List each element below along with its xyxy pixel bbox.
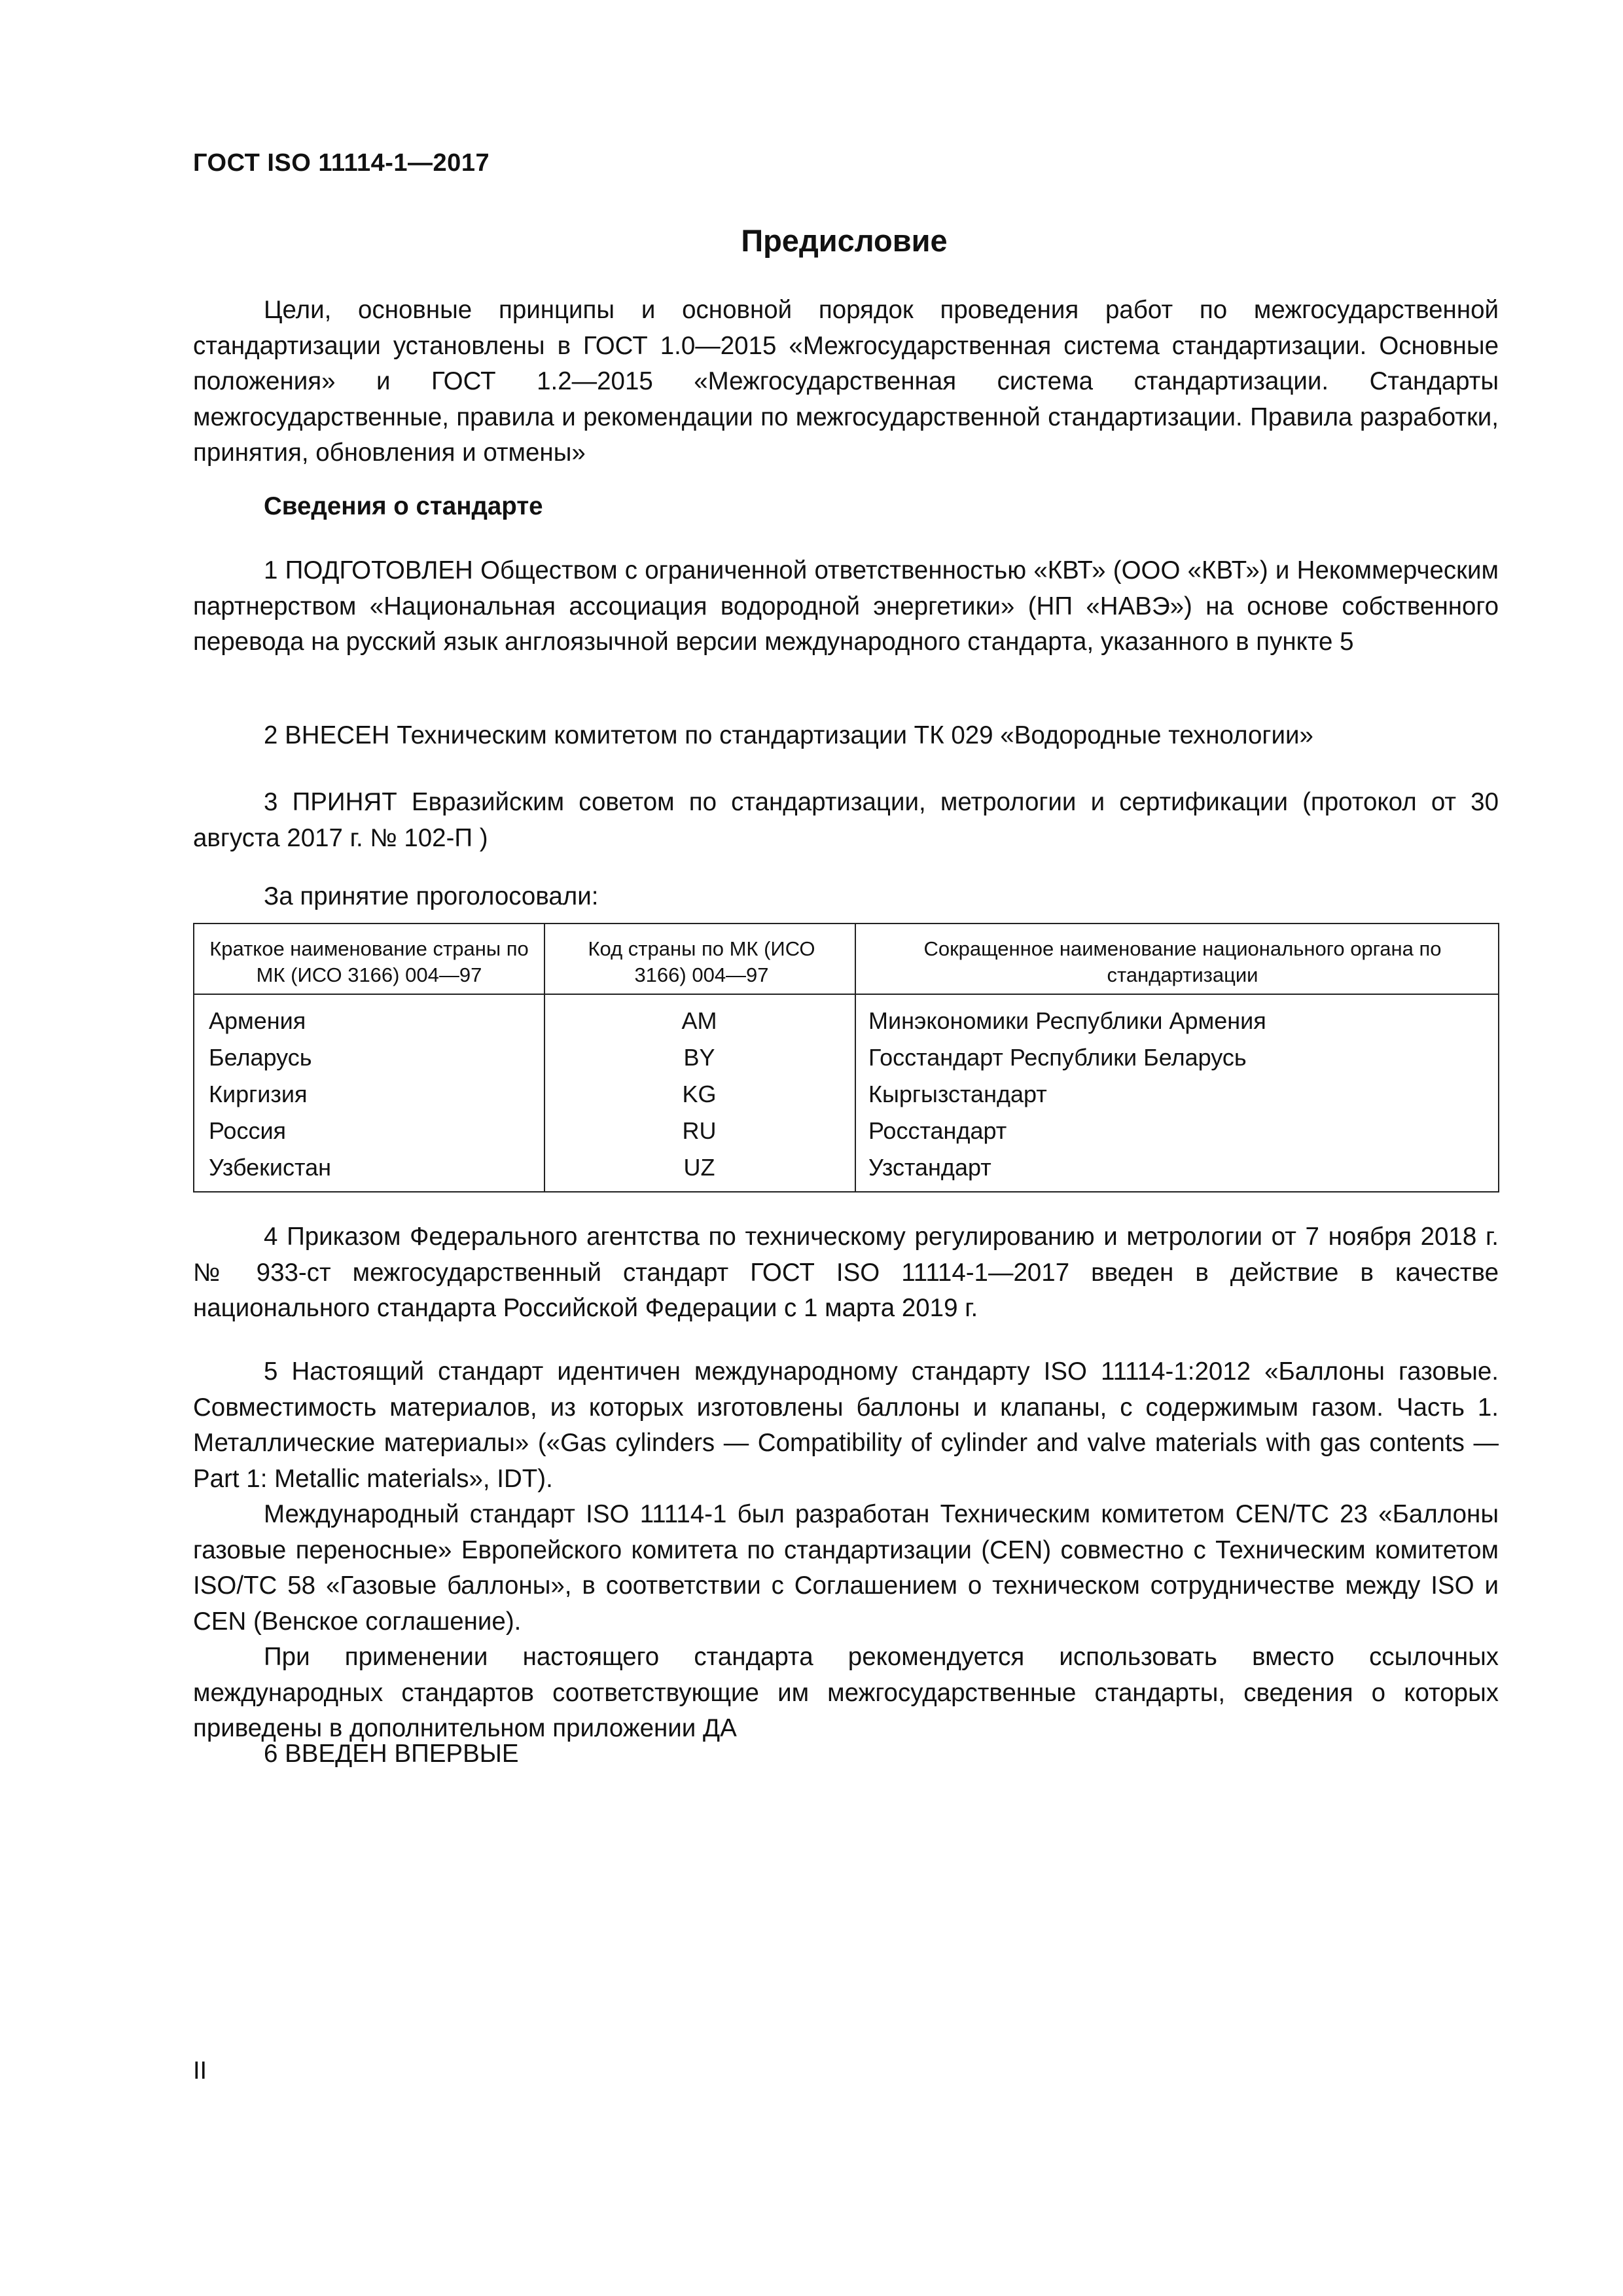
section-heading: Сведения о стандарте xyxy=(264,492,543,520)
code-cell: AM xyxy=(681,1007,717,1034)
intro-paragraph: Цели, основные принципы и основной порядок проведения работ по межгосударственной стандартизации установлены в ГОСТ 1.0—2015 «Межгосударственная система стандартизации. Основные положения» и ГОСТ 1.2—2015 «Межгосударственная система стандартизации. Стандарты межгосударственные, правила и рекомендации по межгосударственной стандартизации. Правила разработки, принятия, обновления и отмены» xyxy=(193,296,1499,467)
country-cell: Россия xyxy=(209,1117,287,1144)
code-cell: UZ xyxy=(683,1154,715,1181)
item-3-paragraph: 3 ПРИНЯТ Евразийским советом по стандартизации, метрологии и сертификации (протокол от 30 августа 2017 г. № 102-П ) xyxy=(193,788,1499,852)
item-5-block xyxy=(193,1354,1499,1747)
item-1-paragraph: 1 ПОДГОТОВЛЕН Обществом с ограниченной ответственностью «КВТ» (ООО «КВТ») и Некоммерческим партнерством «Национальная ассоциация водородной энергетики» (НП «НАВЭ») на основе собственного перевода на русский язык англоязычной версии международного стандарта, указанного в пункте 5 xyxy=(193,556,1499,656)
item-1-block xyxy=(193,553,1499,660)
table-header-divider xyxy=(194,994,1498,995)
item-4-block xyxy=(193,1219,1499,1327)
code-cell: KG xyxy=(682,1081,717,1107)
code-cell: BY xyxy=(683,1044,715,1071)
country-cell: Узбекистан xyxy=(209,1154,332,1181)
intro-block xyxy=(193,293,1499,471)
body-cell: Росстандарт xyxy=(868,1117,1007,1144)
item-5-paragraph-1: 5 Настоящий стандарт идентичен международному стандарту ISO 11114-1:2012 «Баллоны газовые. Совместимость материалов, из которых изготовлены баллоны и клапаны, с содержимым газом. Часть 1. Металлические материалы» («Gas cylinders — Compatibility of cylinder and valve materials with gas contents — Part 1: Metallic materials», IDT). xyxy=(193,1357,1499,1493)
table-header-body: Сокращенное наименование национального органа по стандартизации xyxy=(923,937,1442,986)
country-cell: Беларусь xyxy=(209,1044,312,1071)
item-4-paragraph: 4 Приказом Федерального агентства по техническому регулированию и метрологии от 7 ноября 2018 г. № 933-ст межгосударственный стандарт ГОСТ ISO 11114-1—2017 введен в действие в качестве национального стандарта Российской Федерации с 1 марта 2019 г. xyxy=(193,1223,1499,1322)
table-divider xyxy=(855,924,856,1191)
country-cell: Армения xyxy=(209,1007,306,1034)
body-cell: Минэкономики Республики Армения xyxy=(868,1007,1266,1034)
body-cell: Госстандарт Республики Беларусь xyxy=(868,1044,1247,1071)
table-header-country: Краткое наименование страны по МК (ИСО 3166) 004—97 xyxy=(209,937,529,986)
item-2-paragraph: 2 ВНЕСЕН Техническим комитетом по стандартизации ТК 029 «Водородные технологии» xyxy=(264,721,1313,749)
page-number: II xyxy=(193,2057,207,2085)
body-cell: Кыргызстандарт xyxy=(868,1081,1047,1107)
voted-label: За принятие проголосовали: xyxy=(264,882,599,910)
country-cell: Киргизия xyxy=(209,1081,308,1107)
voting-table xyxy=(193,923,1499,1193)
item-2-block xyxy=(193,718,1499,754)
body-cell: Узстандарт xyxy=(868,1154,991,1181)
document-code: ГОСТ ISO 11114-1—2017 xyxy=(193,149,490,177)
table-header-code: Код страны по МК (ИСО 3166) 004—97 xyxy=(588,937,815,986)
page-title: Предисловие xyxy=(741,223,948,258)
code-cell: RU xyxy=(682,1117,717,1144)
item-6-line: 6 ВВЕДЕН ВПЕРВЫЕ xyxy=(264,1740,519,1768)
item-5-paragraph-2: Международный стандарт ISO 11114-1 был разработан Техническим комитетом CEN/TC 23 «Баллоны газовые переносные» Европейского комитета по стандартизации (CEN) совместно с Техническим комитетом ISO/TC 58 «Газовые баллоны», в соответствии с Соглашением о техническом сотрудничестве между ISO и CEN (Венское соглашение). xyxy=(193,1500,1499,1636)
item-5-paragraph-3: При применении настоящего стандарта рекомендуется использовать вместо ссылочных международных стандартов соответствующие им межгосударственные стандарты, сведения о которых приведены в дополнительном приложении ДА xyxy=(193,1643,1499,1742)
item-3-block xyxy=(193,785,1499,856)
